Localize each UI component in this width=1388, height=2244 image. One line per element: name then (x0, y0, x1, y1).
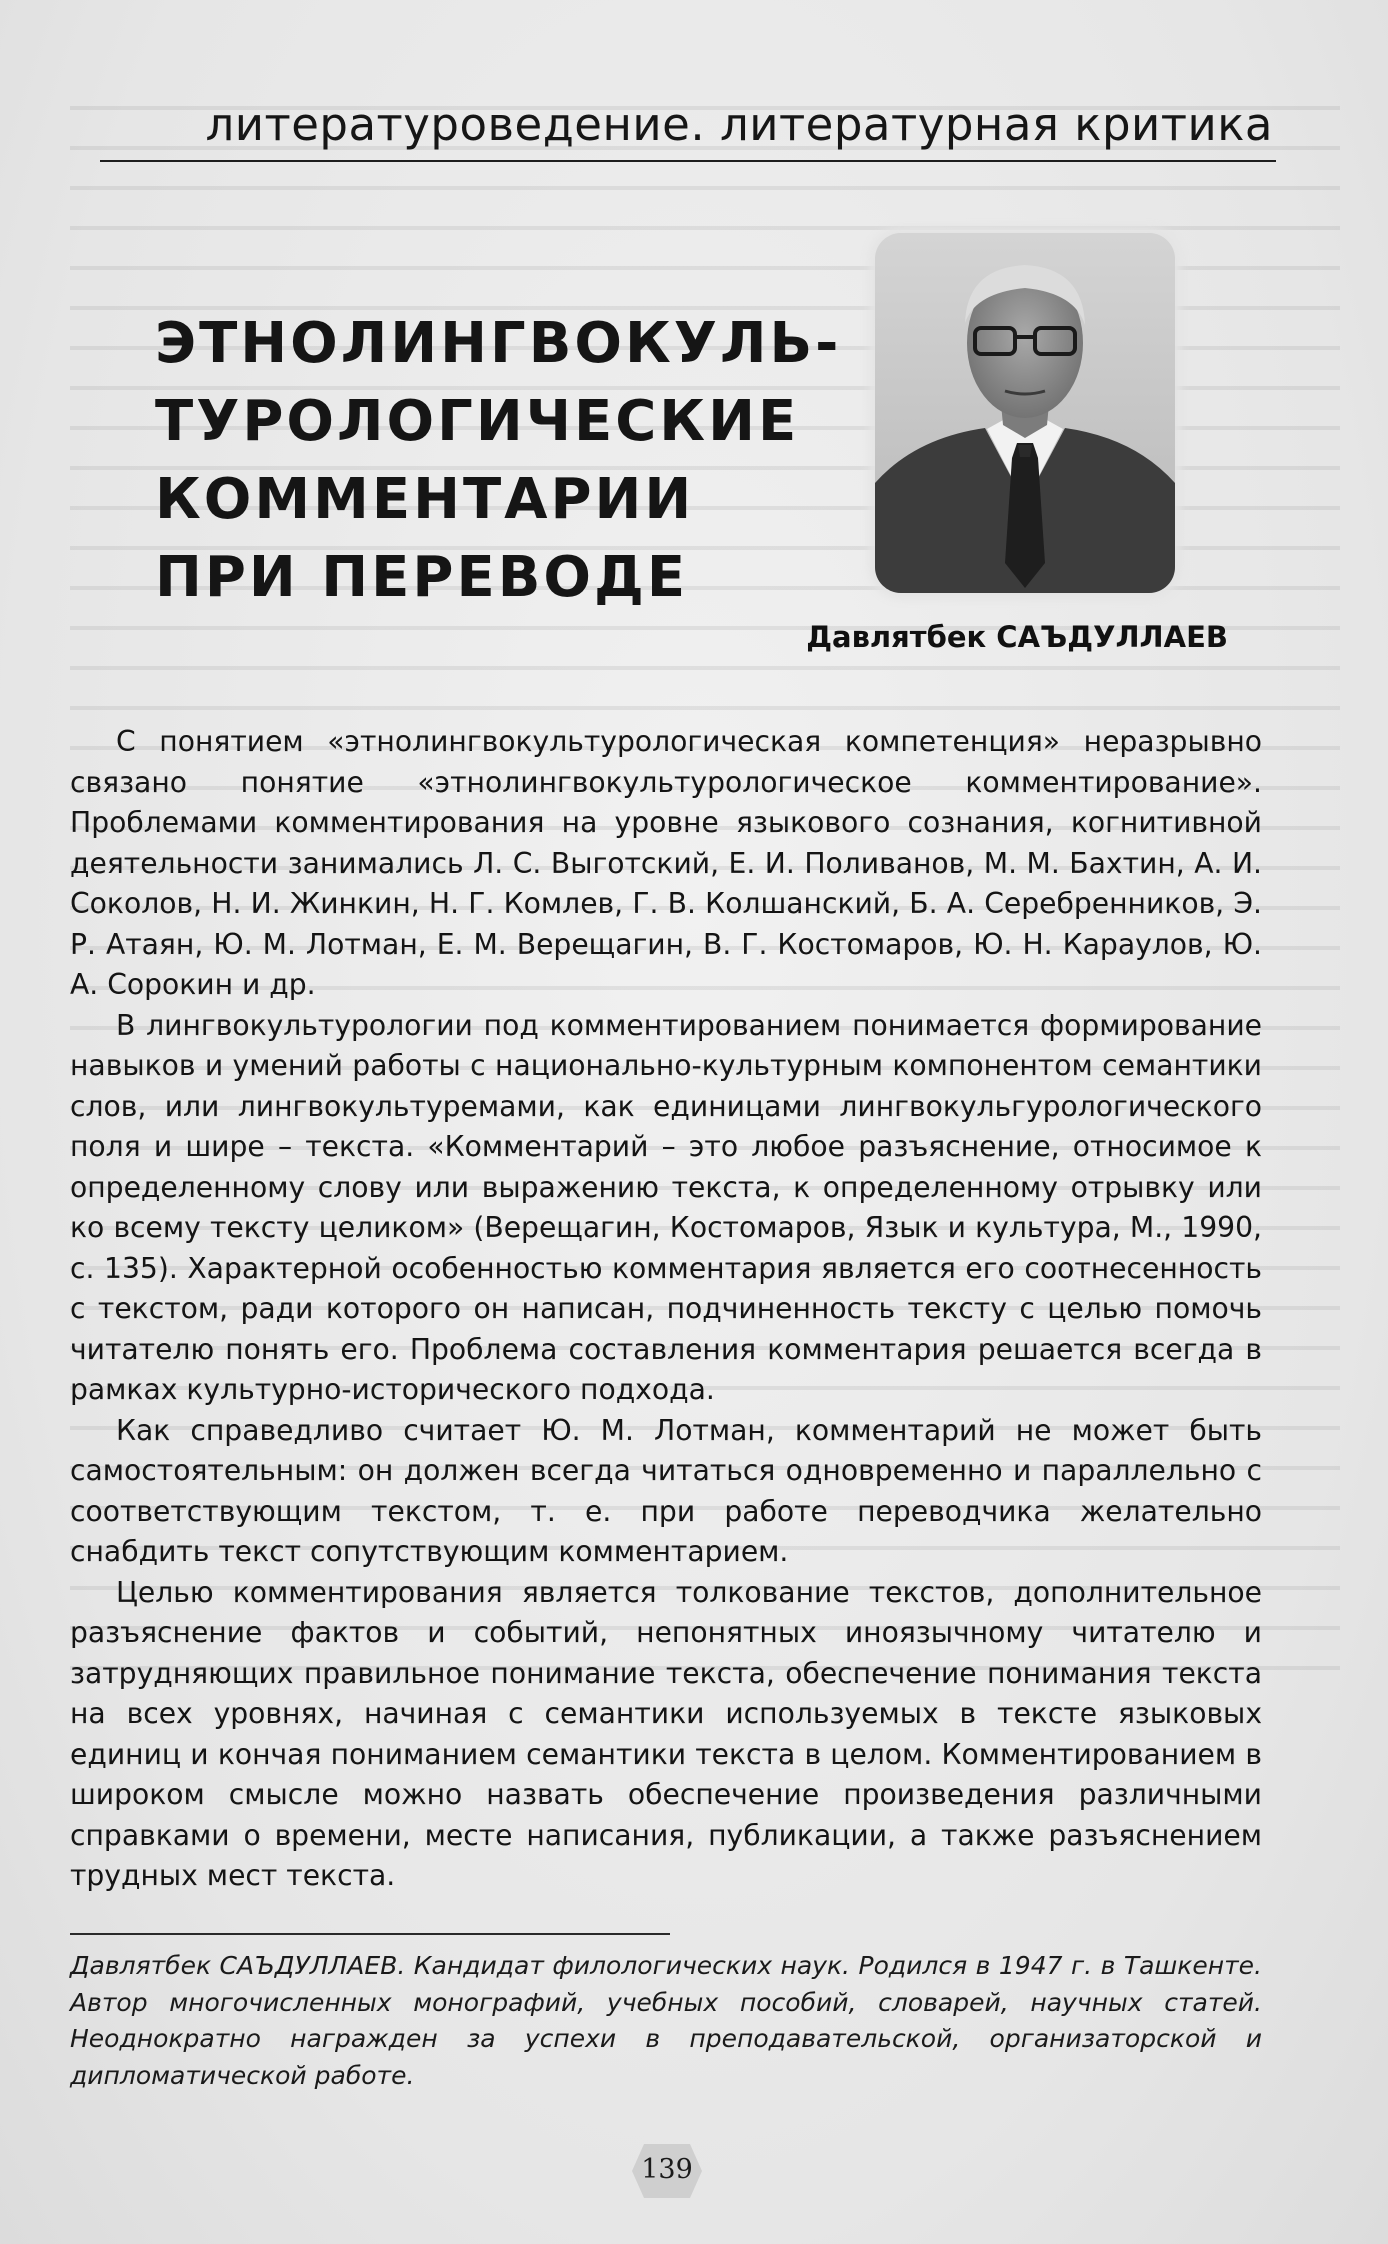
page-number: 139 (641, 2154, 693, 2185)
article-title (155, 305, 842, 617)
title-line: ЭТНОЛИНГВОКУЛЬ- (155, 311, 842, 376)
title-line: ПРИ ПЕРЕВОДЕ (155, 545, 689, 610)
header-rule (100, 160, 1276, 162)
page-number-badge (632, 2142, 702, 2200)
title-line: ТУРОЛОГИЧЕСКИЕ (155, 389, 800, 454)
title-line: КОММЕНТАРИИ (155, 467, 695, 532)
body-paragraph: Целью комментирования является толкование текстов, дополнительное разъяснение фактов и событий, непонятных иноязычному читателю и затрудняющих правильное понимание текста, обеспечение понимания текста на всех уровнях, начиная с семантики используемых в тексте языковых единиц и кончая пониманием семантики текста в целом. Комментированием в широком смысле можно назвать обеспечение произведения различными справками о времени, месте написания, публикации, а также разъяснением трудных мест текста. (70, 1575, 1262, 1892)
article-body (70, 722, 1262, 1897)
body-paragraph: Как справедливо считает Ю. М. Лотман, комментарий не может быть самостоятельным: он должен всегда читаться одновременно и параллельно с соответствующим текстом, т. е. при работе переводчика желательно снабдить текст сопутствующим комментарием. (70, 1413, 1262, 1568)
author-footnote: Давлятбек САЪДУЛЛАЕВ. Кандидат филологических наук. Родился в 1947 г. в Ташкенте. Автор многочисленных монографий, учебных пособий, словарей, научных статей. Неоднократно награжден за успехи в преподавательской, организаторской и дипломатической работе. (70, 1951, 1262, 2090)
author-byline: Давлятбек САЪДУЛЛАЕВ (806, 620, 1228, 654)
body-paragraph: В лингвокультурологии под комментированием понимается формирование навыков и умений работы с национально-культурным компонентом семантики слов, или лингвокультуремами, как единицами лингвокульгурологического поля и шире – текста. «Комментарий – это любое разъяснение, относимое к определенному слову или выражению текста, к определенному отрывку или ко всему тексту целиком» (Верещагин, Костомаров, Язык и культура, М., 1990, с. 135). Характерной особенностью комментария является его соотнесенность с текстом, ради которого он написан, подчиненность тексту с целью помочь читателю понять его. Проблема составления комментария решается всегда в рамках культурно-исторического подхода. (70, 1008, 1262, 1406)
running-head: литературоведение. литературная критика (205, 98, 1273, 151)
body-paragraph: С понятием «этнолингвокультурологическая компетенция» неразрывно связано понятие «этнолингвокультурологическое комментирование». Проблемами комментирования на уровне языкового сознания, когнитивной деятельности занимались Л. С. Выготский, Е. И. Поливанов, М. М. Бахтин, А. И. Соколов, Н. И. Жинкин, Н. Г. Комлев, Г. В. Колшанский, Б. А. Серебренников, Э. Р. Атаян, Ю. М. Лотман, Е. М. Верещагин, В. Г. Костомаров, Ю. Н. Караулов, Ю. А. Сорокин и др. (70, 725, 1262, 1001)
footnote-rule (70, 1933, 670, 1935)
author-portrait (875, 233, 1175, 593)
author-portrait-image (875, 233, 1175, 593)
